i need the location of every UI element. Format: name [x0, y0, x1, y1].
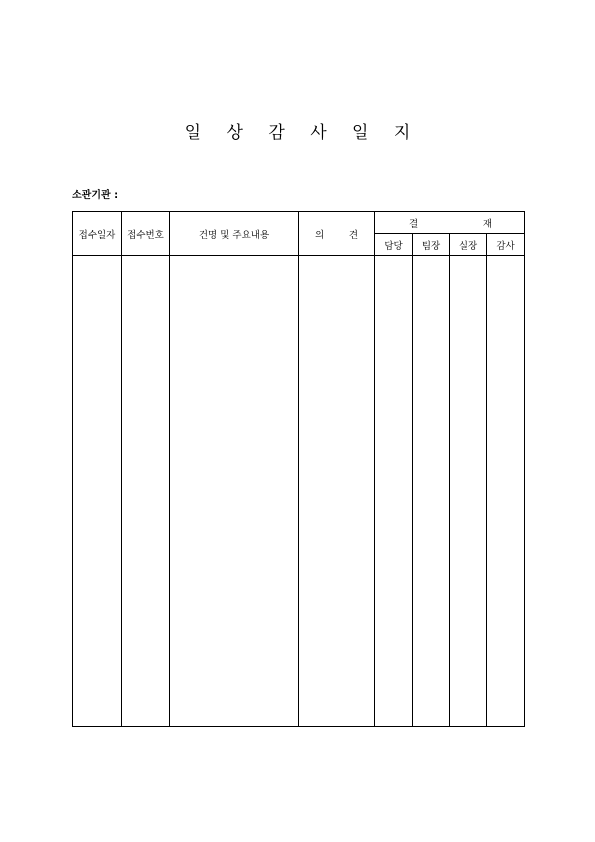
title-char: 감	[268, 123, 295, 143]
cell-subject[interactable]	[170, 256, 299, 727]
header-approval-right: 재	[482, 218, 492, 230]
audit-log-table	[72, 211, 525, 727]
header-receipt-date: 접수일자	[73, 212, 122, 256]
cell-receipt-number[interactable]	[122, 256, 170, 727]
table-row	[73, 256, 525, 727]
header-opinion	[299, 212, 375, 256]
cell-approval-staff[interactable]	[375, 256, 413, 727]
cell-opinion[interactable]	[299, 256, 375, 727]
header-approval-staff: 담당	[375, 234, 413, 256]
title-char: 지	[393, 123, 421, 143]
header-opinion-right: 견	[348, 229, 358, 241]
header-approval-left: 결	[409, 218, 419, 230]
agency-label: 소관기관 :	[72, 190, 119, 201]
header-approval-director: 실장	[450, 234, 487, 256]
header-approval-team-lead: 팀장	[413, 234, 450, 256]
title-char: 상	[226, 123, 253, 143]
cell-receipt-date[interactable]	[73, 256, 122, 727]
header-opinion-left: 의	[315, 229, 325, 241]
header-receipt-number: 접수번호	[122, 212, 170, 256]
title-char: 일	[352, 123, 379, 143]
title-char: 사	[310, 123, 337, 143]
header-approval	[375, 212, 525, 234]
page-title	[0, 118, 595, 143]
cell-approval-team-lead[interactable]	[413, 256, 450, 727]
cell-approval-auditor[interactable]	[487, 256, 525, 727]
header-approval-auditor: 감사	[487, 234, 525, 256]
header-subject: 건명 및 주요내용	[170, 212, 299, 256]
title-char: 일	[184, 123, 212, 143]
cell-approval-director[interactable]	[450, 256, 487, 727]
